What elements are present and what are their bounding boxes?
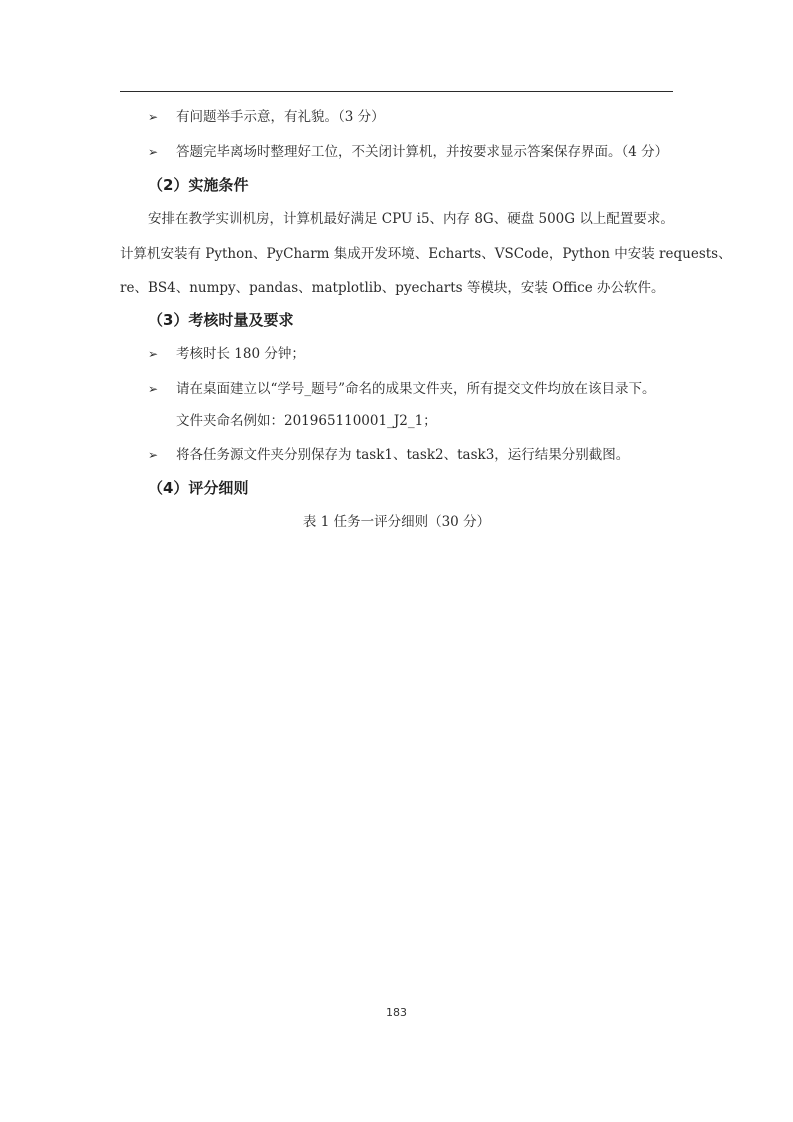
page-number: 183 xyxy=(386,1006,407,1019)
section-heading-conditions: （2）实施条件 xyxy=(148,176,249,194)
section-heading-duration: （3）考核时量及要求 xyxy=(148,311,294,329)
table-caption: 表 1 任务一评分细则（30 分） xyxy=(302,514,491,530)
section-heading-scoring: （4）评分细则 xyxy=(148,479,249,497)
bullet-marker: ➢ xyxy=(148,448,159,462)
paragraph-line-3: re、BS4、numpy、pandas、matplotlib、pyecharts 等模块，安装 Office 办公软件。 xyxy=(120,280,665,296)
bullet-tasks: 将各任务源文件夹分别保存为 task1、task2、task3，运行结果分别截图。 xyxy=(176,447,630,463)
bullet-duration: 考核时长 180 分钟； xyxy=(176,346,305,362)
bullet-leave-workstation: 答题完毕离场时整理好工位，不关闭计算机，并按要求显示答案保存界面。（4 分） xyxy=(176,144,669,160)
paragraph-line-1: 安排在教学实训机房，计算机最好满足 CPU i5、内存 8G、硬盘 500G 以上配置要求。 xyxy=(148,211,674,227)
header-rule xyxy=(120,91,673,92)
bullet-conduct: 有问题举手示意，有礼貌。（3 分） xyxy=(176,109,385,125)
bullet-folder: 请在桌面建立以“学号_题号”命名的成果文件夹，所有提交文件均放在该目录下。 xyxy=(176,381,656,397)
bullet-marker: ➢ xyxy=(148,110,159,124)
bullet-marker: ➢ xyxy=(148,347,159,361)
paragraph-line-2: 计算机安装有 Python、PyCharm 集成开发环境、Echarts、VSCode，Python 中安装 requests、 xyxy=(120,246,732,262)
bullet-marker: ➢ xyxy=(148,145,159,159)
bullet-marker: ➢ xyxy=(148,382,159,396)
bullet-folder-example: 文件夹命名例如：201965110001_J2_1； xyxy=(176,413,437,429)
